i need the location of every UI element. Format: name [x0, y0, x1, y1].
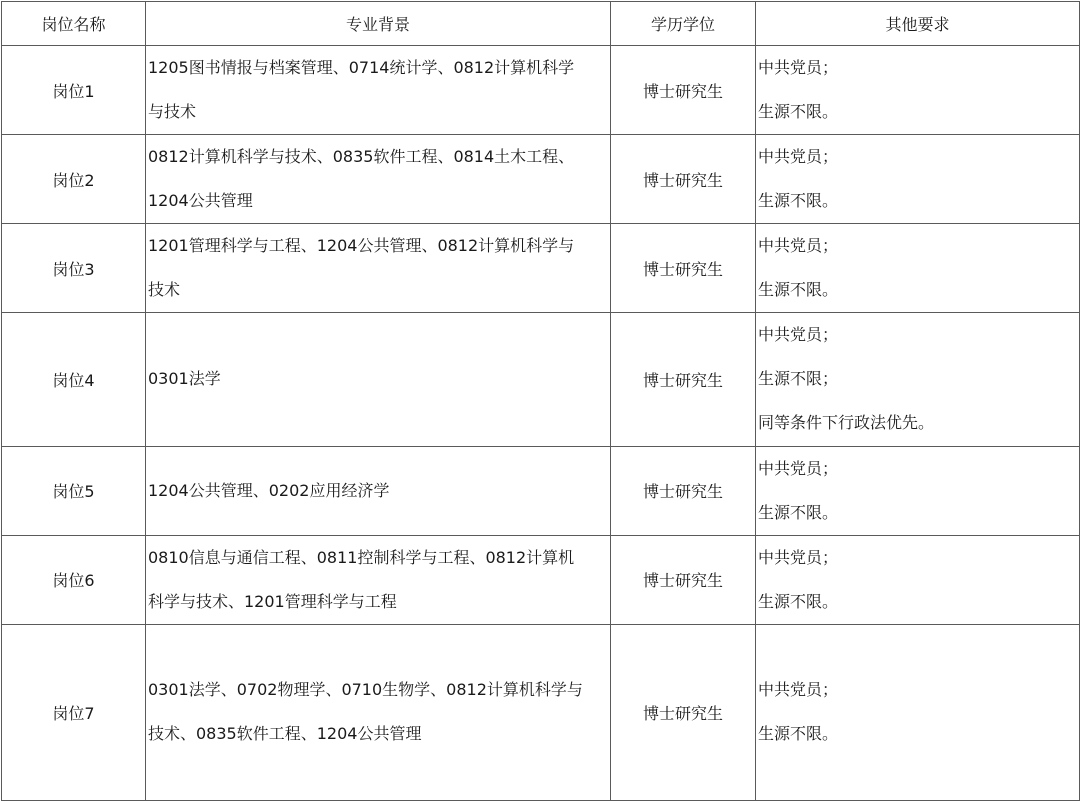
- table-row: [2, 446, 1080, 535]
- major-cell: [146, 46, 611, 135]
- degree-cell: 博士研究生: [611, 135, 756, 224]
- header-position-name: 岗位名称: [2, 2, 146, 46]
- position-name-cell: 岗位3: [2, 224, 146, 313]
- requirement-line: 生源不限。: [758, 502, 839, 522]
- requirements-cell: [756, 313, 1080, 446]
- position-name-cell: 岗位5: [2, 446, 146, 535]
- major-line: 1204公共管理、0202应用经济学: [148, 480, 390, 500]
- requirement-line: 生源不限。: [758, 191, 839, 211]
- major-line: 科学与技术、1201管理科学与工程: [148, 591, 397, 611]
- major-line: 技术、0835软件工程、1204公共管理: [148, 724, 422, 744]
- major-line: 1205图书情报与档案管理、0714统计学、0812计算机科学: [148, 58, 575, 78]
- requirements-cell: [756, 224, 1080, 313]
- table-header-row: [2, 2, 1080, 46]
- degree-cell: 博士研究生: [611, 46, 756, 135]
- requirement-line: 中共党员；: [758, 547, 839, 567]
- header-major-background: 专业背景: [146, 2, 611, 46]
- requirement-line: 生源不限。: [758, 591, 839, 611]
- major-cell: [146, 535, 611, 624]
- major-line: 0301法学、0702物理学、0710生物学、0812计算机科学与: [148, 680, 583, 700]
- table-row: [2, 313, 1080, 446]
- requirement-line: 中共党员；: [758, 58, 839, 78]
- major-cell: [146, 446, 611, 535]
- header-degree: 学历学位: [611, 2, 756, 46]
- position-name-cell: 岗位1: [2, 46, 146, 135]
- position-name-cell: 岗位7: [2, 624, 146, 800]
- requirement-line: 中共党员；: [758, 236, 839, 256]
- degree-cell: 博士研究生: [611, 535, 756, 624]
- major-line: 1204公共管理: [148, 191, 253, 211]
- table-row: [2, 535, 1080, 624]
- requirement-line: 生源不限。: [758, 280, 839, 300]
- header-other-requirements: 其他要求: [756, 2, 1080, 46]
- requirement-line: 中共党员；: [758, 325, 839, 345]
- position-requirements-table: [1, 1, 1080, 801]
- position-name-cell: 岗位4: [2, 313, 146, 446]
- requirements-cell: [756, 446, 1080, 535]
- degree-cell: 博士研究生: [611, 624, 756, 800]
- major-line: 0301法学: [148, 369, 221, 389]
- table-row: [2, 624, 1080, 800]
- table-row: [2, 135, 1080, 224]
- major-cell: [146, 224, 611, 313]
- requirement-line: 中共党员；: [758, 458, 839, 478]
- position-name-cell: 岗位2: [2, 135, 146, 224]
- requirements-cell: [756, 135, 1080, 224]
- major-cell: [146, 135, 611, 224]
- position-name-cell: 岗位6: [2, 535, 146, 624]
- requirement-line: 生源不限。: [758, 102, 839, 122]
- table-row: [2, 46, 1080, 135]
- major-line: 技术: [148, 280, 181, 300]
- major-line: 0810信息与通信工程、0811控制科学与工程、0812计算机: [148, 547, 575, 567]
- requirements-cell: [756, 624, 1080, 800]
- major-line: 0812计算机科学与技术、0835软件工程、0814土木工程、: [148, 147, 575, 167]
- table-row: [2, 224, 1080, 313]
- requirements-cell: [756, 535, 1080, 624]
- requirement-line: 生源不限。: [758, 724, 839, 744]
- requirement-line: 生源不限；: [758, 369, 839, 389]
- major-cell: [146, 313, 611, 446]
- requirements-cell: [756, 46, 1080, 135]
- major-line: 1201管理科学与工程、1204公共管理、0812计算机科学与: [148, 236, 575, 256]
- requirement-line: 同等条件下行政法优先。: [758, 413, 935, 433]
- degree-cell: 博士研究生: [611, 446, 756, 535]
- major-line: 与技术: [148, 102, 197, 122]
- major-cell: [146, 624, 611, 800]
- requirement-line: 中共党员；: [758, 147, 839, 167]
- degree-cell: 博士研究生: [611, 313, 756, 446]
- degree-cell: 博士研究生: [611, 224, 756, 313]
- requirement-line: 中共党员；: [758, 680, 839, 700]
